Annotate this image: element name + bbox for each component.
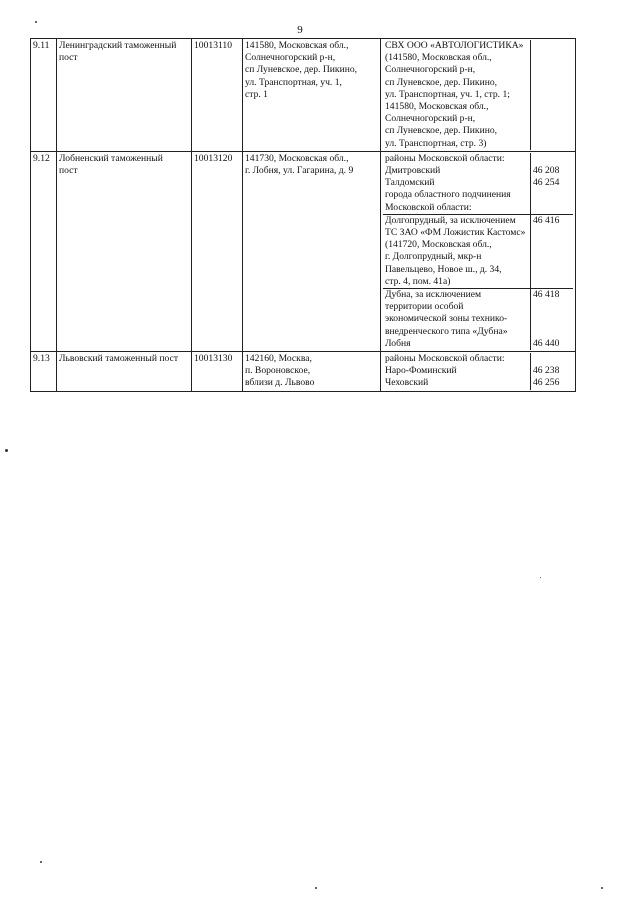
zone-description: Дубна, за исключением территории особой экономической зоны технико- внедренческого типа «Дубна» <box>383 289 531 338</box>
table-row <box>31 352 576 392</box>
oktmo-code: 46 238 <box>531 365 574 377</box>
zone-entry <box>383 353 573 365</box>
oktmo-code <box>531 353 574 365</box>
oktmo-code <box>531 40 574 150</box>
zone-entry <box>383 177 573 189</box>
post-code: 10013110 <box>192 39 243 152</box>
scan-speck <box>35 21 37 23</box>
zone-description: Чеховский <box>385 377 429 389</box>
scan-speck <box>40 861 42 863</box>
zone-entry <box>383 365 573 377</box>
scan-speck <box>315 887 317 889</box>
zone-description: районы Московской области: <box>385 353 505 365</box>
zone-description: Талдомский <box>385 177 435 189</box>
post-name: Лобненский таможенный пост <box>57 151 192 351</box>
zone-cell <box>381 39 576 152</box>
oktmo-code <box>531 153 574 165</box>
oktmo-code: 46 440 <box>531 338 574 350</box>
post-code: 10013130 <box>192 352 243 392</box>
row-number: 9.12 <box>31 151 57 351</box>
table-row <box>31 39 576 152</box>
scan-speck <box>540 577 541 578</box>
zone-description: Лобня <box>385 337 411 349</box>
oktmo-code: 46 254 <box>531 177 574 189</box>
zone-entry <box>383 214 573 288</box>
zone-description: города областного подчинения Московской области: <box>385 189 511 213</box>
post-address: 141730, Московская обл., г. Лобня, ул. Гагарина, д. 9 <box>243 151 381 351</box>
oktmo-code: 46 418 <box>531 289 574 338</box>
zone-cell <box>381 352 576 392</box>
zone-description: Долгопрудный, за исключением ТС ЗАО «ФМ Ложистик Кастомс» (141720, Московская обл., г. Долгопрудный, мкр-н Павельцево, Новое ш., д. 34, стр. 4, пом. 41а) <box>383 214 531 288</box>
row-number: 9.13 <box>31 352 57 392</box>
page-number: 9 <box>297 24 303 36</box>
zone-entry <box>383 153 573 165</box>
zone-description: СВХ ООО «АВТОЛОГИСТИКА» (141580, Московская обл., Солнечногорский р-н, сп Луневское, дер. Пикино, ул. Транспортная, уч. 1, стр. 1; 141580, Московская обл., Солнечногорский р-н, сп Луневское, дер. Пикино, ул. Транспортная, стр. 3) <box>385 40 524 149</box>
zone-cell <box>381 151 576 351</box>
zone-description: Дмитровский <box>385 165 441 177</box>
zone-entry <box>383 189 573 214</box>
post-code: 10013120 <box>192 151 243 351</box>
customs-posts-table <box>30 38 576 392</box>
oktmo-code <box>531 189 574 214</box>
scan-speck <box>601 887 603 889</box>
zone-entry <box>383 338 573 350</box>
oktmo-code: 46 256 <box>531 377 574 389</box>
zone-description: Наро-Фоминский <box>385 365 457 377</box>
row-number: 9.11 <box>31 39 57 152</box>
post-name: Львовский таможенный пост <box>57 352 192 392</box>
oktmo-code: 46 416 <box>531 214 574 288</box>
zone-entry <box>383 289 573 338</box>
post-address: 141580, Московская обл., Солнечногорский р-н, сп Луневское, дер. Пикино, ул. Транспортная, уч. 1, стр. 1 <box>243 39 381 152</box>
post-name: Ленинградский таможенный пост <box>57 39 192 152</box>
zone-entry <box>383 377 573 389</box>
zone-description: районы Московской области: <box>385 152 505 164</box>
table-row <box>31 151 576 351</box>
scan-speck <box>5 449 8 452</box>
zone-entry <box>383 165 573 177</box>
post-address: 142160, Москва, п. Вороновское, вблизи д. Львово <box>243 352 381 392</box>
oktmo-code: 46 208 <box>531 165 574 177</box>
